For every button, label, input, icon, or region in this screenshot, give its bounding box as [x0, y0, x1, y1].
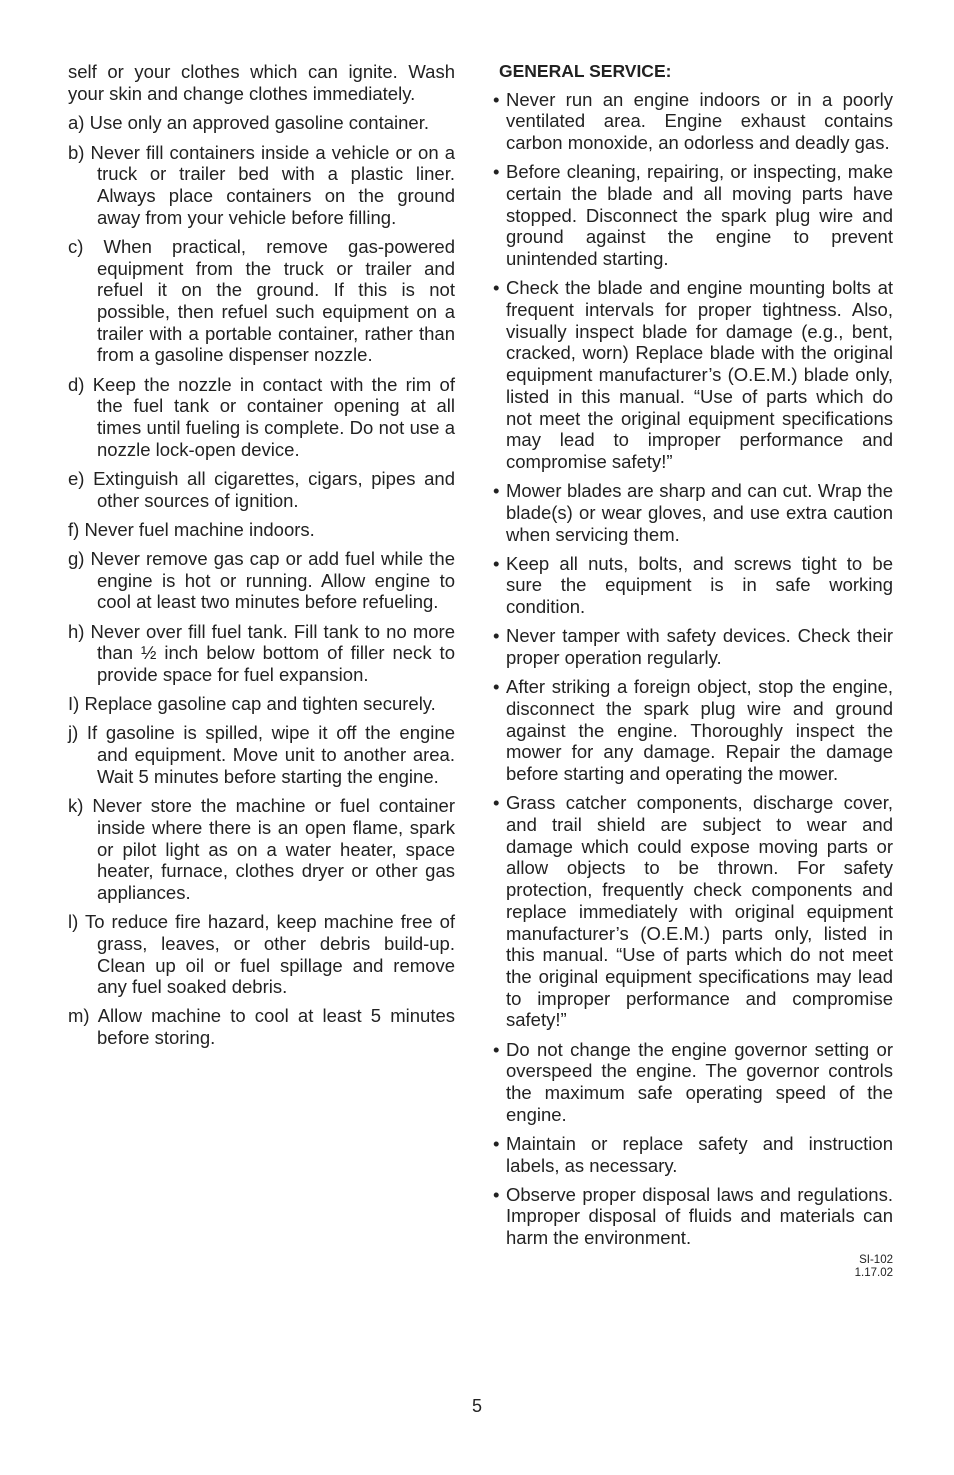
bullet-icon: •: [493, 1132, 500, 1154]
list-item: b) Never fill containers inside a vehicle or on a truck or trailer bed with a plastic liner. Always place containers on the ground away from your vehicle before filling.: [68, 141, 455, 228]
list-item: m) Allow machine to cool at least 5 minutes before storing.: [68, 1005, 455, 1049]
document-code: [493, 1254, 893, 1280]
bullet-icon: •: [493, 792, 500, 814]
bullet-text: Check the blade and engine mounting bolts at frequent intervals for proper tightness. Also, visually inspect blade for damage (e.g., bent, cracked, worn) Replace blade with the original equipment manufacturer’s (O.E.M.) blade only, listed in this manual. “Use of parts which do not meet the original equipment specifications may lead to improper performance and compromise safety!”: [506, 277, 893, 472]
bullet-item: [493, 277, 893, 472]
bullet-icon: •: [493, 1038, 500, 1060]
bullet-text: Grass catcher components, discharge cover, and trail shield are subject to wear and damage which could expose moving parts or allow objects to be thrown. For safety protection, frequently check components and replace immediately with original equipment manufacturer’s (O.E.M.) parts only, listed in this manual. “Use of parts which do not meet the original equipment specifications may lead to improper performance and compromise safety!”: [506, 792, 893, 1031]
bullet-item: [493, 480, 893, 545]
bullet-item: [493, 89, 893, 154]
bullet-icon: •: [493, 1183, 500, 1205]
list-item: c) When practical, remove gas-powered equipment from the truck or trailer and refuel it on the ground. If this is not possible, then refuel such equipment on a trailer with a portable container, rather than from a gasoline dispenser nozzle.: [68, 235, 455, 366]
list-item: g) Never remove gas cap or add fuel while the engine is hot or running. Allow engine to cool at least two minutes before refueling.: [68, 548, 455, 613]
bullet-item: [493, 625, 893, 668]
list-item: d) Keep the nozzle in contact with the rim of the fuel tank or container opening at all times until fueling is complete. Do not use a nozzle lock-open device.: [68, 373, 455, 460]
bullet-icon: •: [493, 625, 500, 647]
bullet-icon: •: [493, 552, 500, 574]
page-number: 5: [471, 1396, 482, 1416]
document-code-date: 1.17.02: [854, 1267, 893, 1280]
list-item: a) Use only an approved gasoline container.: [68, 112, 429, 134]
list-item: k) Never store the machine or fuel container inside where there is an open flame, spark or pilot light as on a water heater, space heater, furnace, clothes dryer or other gas appliances.: [68, 795, 455, 903]
bullet-text: Do not change the engine governor setting or overspeed the engine. The governor controls the maximum safe operating speed of the engine.: [506, 1038, 893, 1125]
bullet-icon: •: [493, 480, 500, 502]
intro-paragraph: self or your clothes which can ignite. Wash your skin and change clothes immediately.: [68, 61, 455, 104]
list-item: j) If gasoline is spilled, wipe it off the engine and equipment. Move unit to another area. Wait 5 minutes before starting the engine.: [68, 722, 455, 787]
right-column: [493, 61, 893, 1280]
bullet-text: Keep all nuts, bolts, and screws tight to be sure the equipment is in safe working condition.: [506, 552, 893, 618]
bullet-text: After striking a foreign object, stop the engine, disconnect the spark plug wire and ground against the engine. Thoroughly inspect the mower for any damage. Repair the damage before starting and operating the mower.: [506, 676, 893, 785]
list-item: h) Never over fill fuel tank. Fill tank to no more than ½ inch below bottom of filler neck to provide space for fuel expansion.: [68, 620, 455, 686]
bullet-text: Never tamper with safety devices. Check their proper operation regularly.: [506, 625, 893, 669]
bullet-text: Observe proper disposal laws and regulations. Improper disposal of fluids and materials can harm the environment.: [506, 1183, 893, 1249]
bullet-item: [493, 792, 893, 1031]
bullet-item: [493, 1133, 893, 1176]
bullet-text: Maintain or replace safety and instruction labels, as necessary.: [506, 1132, 893, 1176]
list-item: f) Never fuel machine indoors.: [68, 518, 315, 540]
bullet-item: [493, 161, 893, 270]
bullet-icon: •: [493, 161, 500, 183]
bullet-icon: •: [493, 676, 500, 698]
list-item: l) To reduce fire hazard, keep machine free of grass, leaves, or other debris build-up. Clean up oil or fuel spillage and remove any fuel soaked debris.: [68, 911, 455, 998]
bullet-text: Mower blades are sharp and can cut. Wrap the blade(s) or wear gloves, and use extra caution when servicing them.: [506, 480, 893, 545]
bullet-item: [493, 1184, 893, 1249]
bullet-item: [493, 553, 893, 618]
section-heading: GENERAL SERVICE:: [499, 61, 672, 81]
bullet-icon: •: [493, 88, 500, 110]
bullet-item: [493, 676, 893, 785]
bullet-icon: •: [493, 277, 500, 299]
bullet-text: Never run an engine indoors or in a poorly ventilated area. Engine exhaust contains carbon monoxide, an odorless and deadly gas.: [506, 88, 893, 154]
left-column: [68, 61, 455, 1056]
bullet-text: Before cleaning, repairing, or inspecting, make certain the blade and all moving parts have stopped. Disconnect the spark plug wire and ground against the engine to prevent unintended starting.: [506, 161, 893, 270]
document-code-id: SI-102: [859, 1254, 893, 1267]
list-item: e) Extinguish all cigarettes, cigars, pipes and other sources of ignition.: [68, 467, 455, 511]
list-item: I) Replace gasoline cap and tighten securely.: [68, 693, 436, 715]
bullet-item: [493, 1039, 893, 1126]
